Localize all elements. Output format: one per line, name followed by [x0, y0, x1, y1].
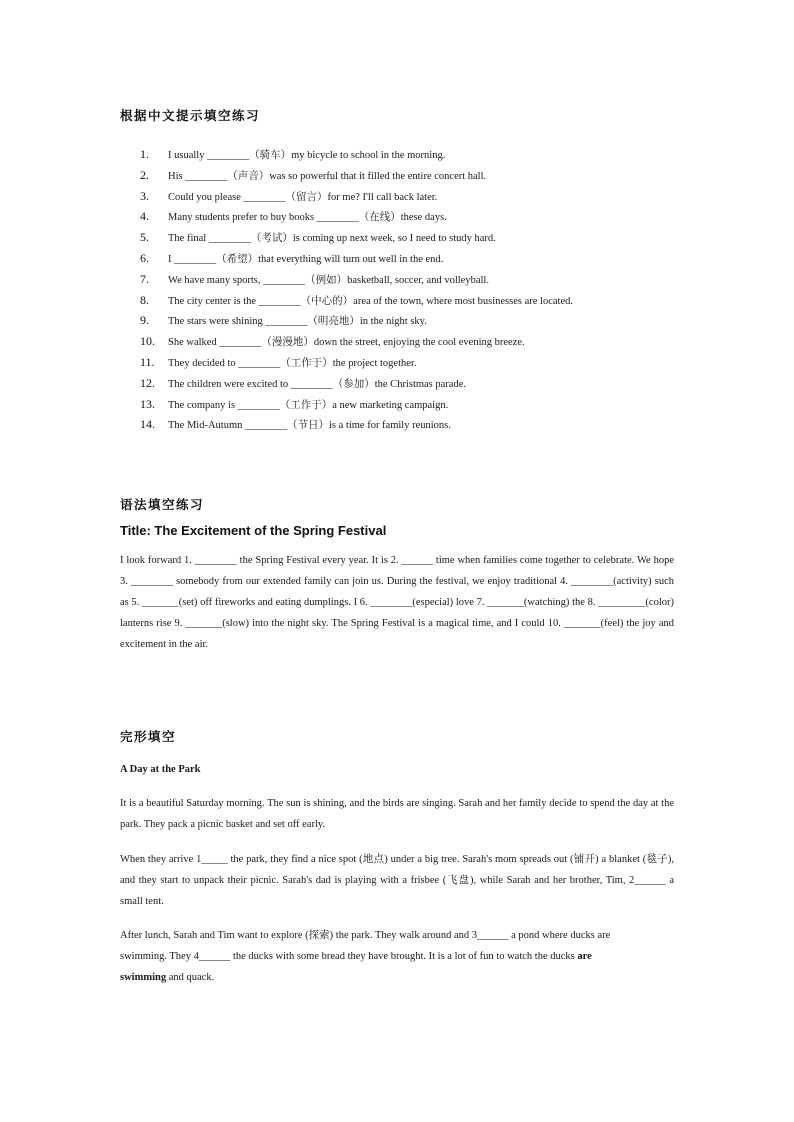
list-item-text: She walked ________（漫漫地）down the street, enjoying the cool evening breeze. [168, 337, 525, 349]
list-item [140, 373, 700, 394]
list-item-text: The stars were shining ________（明亮地）in the night sky. [168, 316, 427, 328]
list-item [140, 186, 700, 207]
list-item-number: 14. [140, 417, 155, 432]
story-paragraph-3-line-1: After lunch, Sarah and Tim want to explore (探索) the park. They walk around and 3______ a pond where ducks are [120, 930, 611, 941]
story-paragraph-3-line-3 [120, 968, 214, 989]
list-item [140, 352, 700, 373]
list-item [140, 331, 700, 352]
cloze-list [140, 144, 700, 435]
list-item-number: 2. [140, 167, 149, 182]
list-item-number: 10. [140, 334, 155, 349]
list-item-text: I ________（希望）that everything will turn out well in the end. [168, 253, 444, 265]
list-item-number: 3. [140, 188, 149, 203]
story-paragraph-1: It is a beautiful Saturday morning. The sun is shining, and the birds are singing. Sarah and her family decide to spend the day at the park. They pack a picnic basket and set off early. [120, 798, 674, 830]
list-item-text: The city center is the ________（中心的）area of the town, where most businesses are located. [168, 295, 574, 307]
list-item-text: Could you please ________（留言）for me? I'll call back later. [168, 191, 438, 203]
list-item-number: 8. [140, 292, 149, 307]
list-item-number: 9. [140, 313, 149, 328]
list-item-number: 6. [140, 250, 149, 265]
section2-heading: 语法填空练习 [120, 497, 205, 512]
section3-heading: 完形填空 [120, 729, 177, 744]
list-item-number: 13. [140, 396, 155, 411]
list-item [140, 290, 700, 311]
list-item-text: His ________（声音）was so powerful that it filled the entire concert hall. [168, 170, 487, 182]
list-item-number: 7. [140, 271, 149, 286]
list-item-text: They decided to ________（工作于）the project together. [168, 357, 417, 369]
list-item-number: 12. [140, 375, 155, 390]
list-item [140, 248, 700, 269]
list-item-number: 5. [140, 230, 149, 245]
grammar-passage: I look forward 1. ________ the Spring Festival every year. It is 2. ______ time when families come together to celebrate. We hope 3. ________ somebody from our extended family can join us. During the festival, we enjoy traditional 4. ________(activity) such as 5. _______(set) off fireworks and eating dumplings. I 6. ________(especial) love 7. _______(watching) the 8. _________(color) lanterns rise 9. _______(slow) into the night sky. The Spring Festival is a magical time, and I could 10. _______(feel) the joy and excitement in the air. [120, 555, 674, 650]
list-item-number: 4. [140, 209, 149, 224]
list-item-text: I usually ________（骑车）my bicycle to school in the morning. [168, 150, 446, 161]
bold-word-are: are [577, 951, 592, 962]
list-item-text: The company is ________（工作于）a new marketing campaign. [168, 399, 449, 411]
list-item-text: The Mid-Autumn ________（节日）is a time for family reunions. [168, 420, 451, 432]
story-subtitle: A Day at the Park [120, 764, 201, 775]
list-item-text: We have many sports, ________（例如）basketball, soccer, and volleyball. [168, 274, 489, 286]
list-item-number: 11. [140, 354, 155, 369]
list-item [140, 165, 700, 186]
list-item-text: The final ________（考试）is coming up next week, so I need to study hard. [168, 233, 496, 245]
section1-heading: 根据中文提示填空练习 [120, 108, 261, 123]
list-item [140, 227, 700, 248]
passage-title: Title: The Excitement of the Spring Festival [120, 523, 387, 538]
p3-line3-tail: and quack. [166, 972, 215, 983]
list-item [140, 394, 700, 415]
bold-word-swimming: swimming [120, 972, 167, 983]
list-item [140, 144, 700, 165]
story-paragraph-2: When they arrive 1_____ the park, they find a nice spot (地点) under a big tree. Sarah's mom spreads out (铺开) a blanket (毯子), and they start to unpack their picnic. Sarah's dad is playing with a frisbee (飞盘), while Sarah and her brother, Tim, 2______ a small tent. [120, 854, 674, 907]
p3-line2-text: swimming. They 4______ the ducks with some bread they have brought. It is a lot of fun to watch the ducks [120, 951, 578, 962]
list-item [140, 310, 700, 331]
list-item [140, 414, 700, 435]
list-item-text: The children were excited to ________（参加）the Christmas parade. [168, 378, 466, 390]
story-paragraph-3-line-2 [120, 947, 592, 968]
list-item [140, 269, 700, 290]
list-item-text: Many students prefer to buy books ________（在线）these days. [168, 212, 447, 224]
list-item [140, 206, 700, 227]
list-item-number: 1. [140, 147, 149, 161]
